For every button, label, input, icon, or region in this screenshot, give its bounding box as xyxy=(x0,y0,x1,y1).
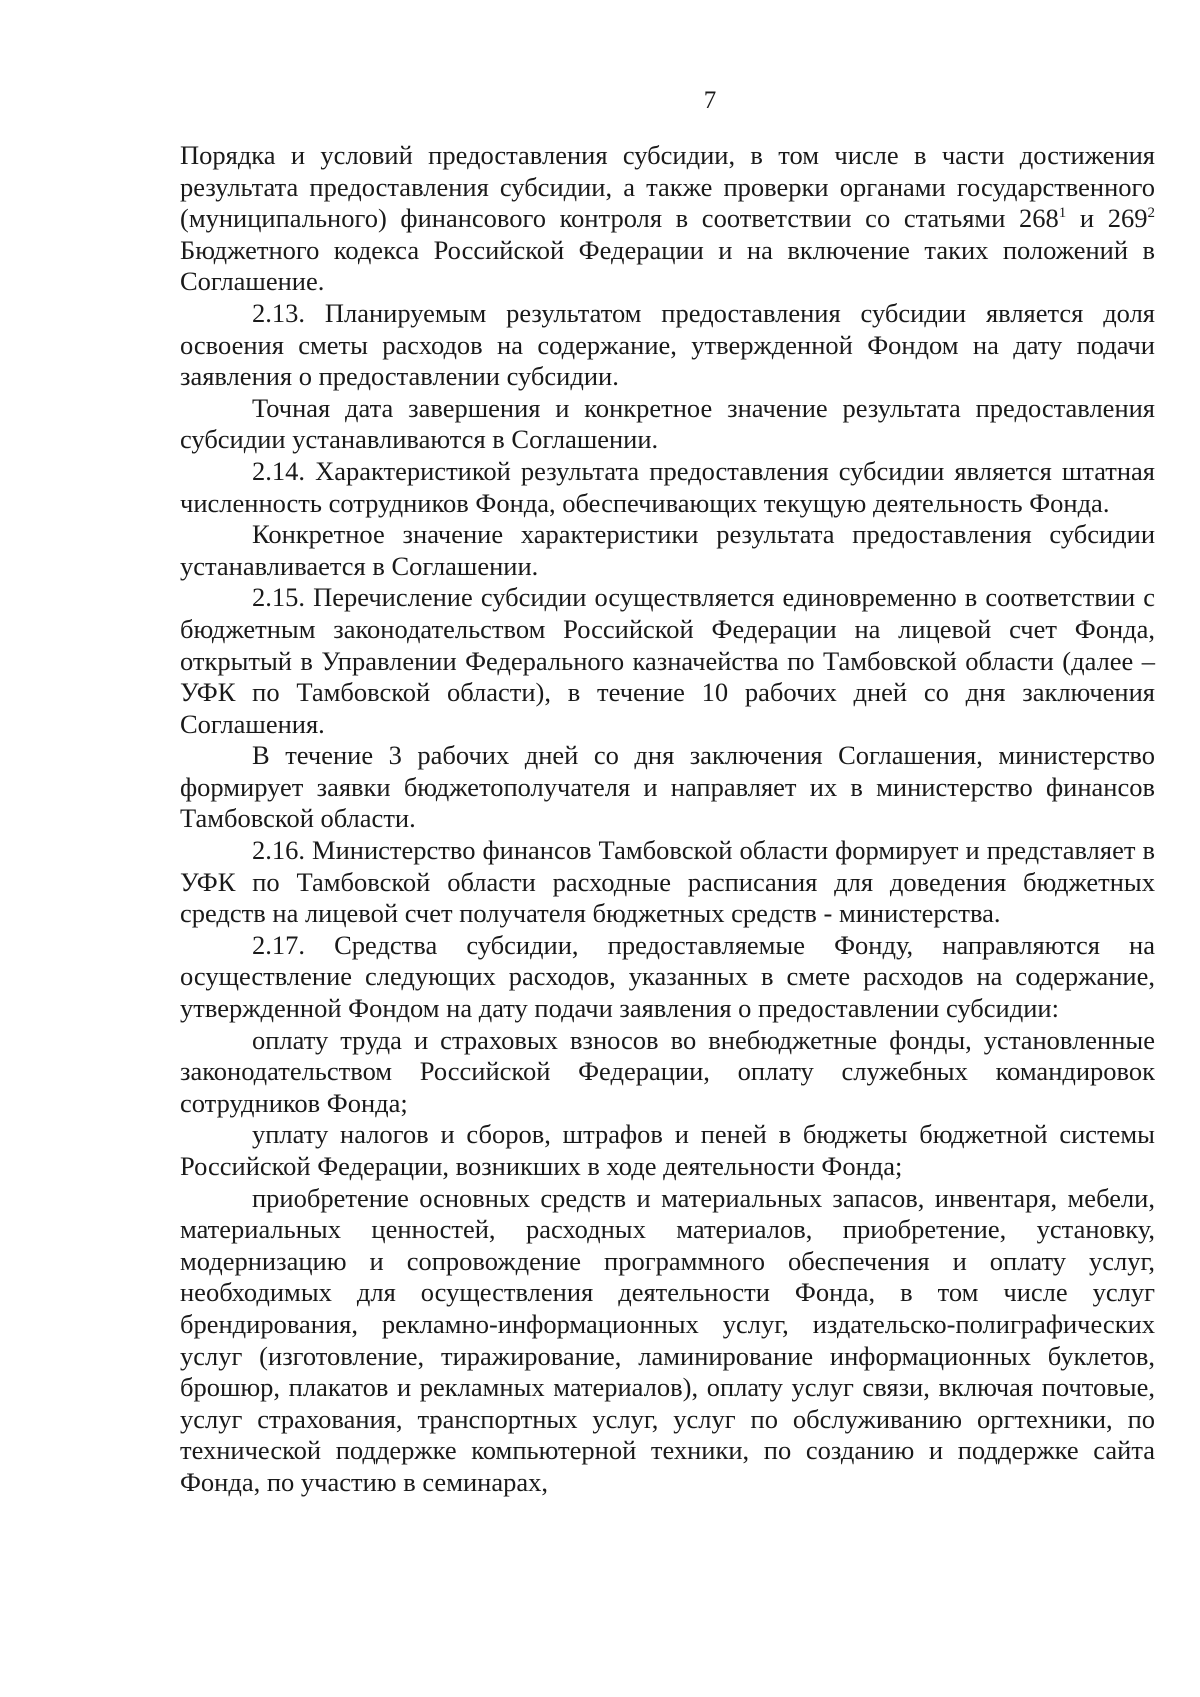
paragraph-continuation: Порядка и условий предоставления субсидии, в том числе в части достижения результата предоставления субсидии, а также проверки органами государственного (муниципального) финансового контроля в соответствии со статьями $268^1$ и $269^2$ Бюджетного кодекса Российской Федерации и на включение таких положений в Соглашение. xyxy=(180,140,1155,297)
list-item-expense: уплату налогов и сборов, штрафов и пеней в бюджеты бюджетной системы Российской Федерации, возникших в ходе деятельности Фонда; xyxy=(180,1119,1155,1181)
paragraph: Точная дата завершения и конкретное значение результата предоставления субсидии устанавливаются в Соглашении. xyxy=(180,392,1155,455)
paragraph-2-13: 2.13. Планируемым результатом предоставления субсидии является доля освоения сметы расходов на содержание, утвержденной Фондом на дату подачи заявления о предоставлении субсидии. xyxy=(180,297,1155,392)
footnote-superscript: 2 xyxy=(1147,205,1155,222)
footnote-superscript: 1 xyxy=(1058,205,1067,222)
document-body xyxy=(180,140,1155,1499)
page-number: 7 xyxy=(703,87,717,114)
paragraph-2-17: 2.17. Средства субсидии, предоставляемые Фонду, направляются на осуществление следующих расходов, указанных в смете расходов на содержание, утвержденной Фондом на дату подачи заявления о предоставлении субсидии: xyxy=(180,929,1155,1024)
list-item-expense: оплату труда и страховых взносов во внебюджетные фонды, установленные законодательством Российской Федерации, оплату служебных командировок сотрудников Фонда; xyxy=(180,1024,1155,1118)
paragraph: Конкретное значение характеристики результата предоставления субсидии устанавливается в Соглашении. xyxy=(180,519,1155,581)
paragraph: В течение 3 рабочих дней со дня заключения Соглашения, министерство формирует заявки бюджетополучателя и направляет их в министерство финансов Тамбовской области. xyxy=(180,740,1155,834)
paragraph-2-14: 2.14. Характеристикой результата предоставления субсидии является штатная численность сотрудников Фонда, обеспечивающих текущую деятельность Фонда. xyxy=(180,455,1155,518)
paragraph-2-16: 2.16. Министерство финансов Тамбовской области формирует и представляет в УФК по Тамбовской области расходные расписания для доведения бюджетных средств на лицевой счет получателя бюджетных средств - министерства. xyxy=(180,835,1155,929)
list-item-expense: приобретение основных средств и материальных запасов, инвентаря, мебели, материальных ценностей, расходных материалов, приобретение, установку, модернизацию и сопровождение программного обеспечения и оплату услуг, необходимых для осуществления деятельности Фонда, в том числе услуг брендирования, рекламно-информационных услуг, издательско-полиграфических услуг (изготовление, тиражирование, ламинирование информационных буклетов, брошюр, плакатов и рекламных материалов), оплату услуг связи, включая почтовые, услуг страхования, транспортных услуг, услуг по обслуживанию оргтехники, по технической поддержке компьютерной техники, по созданию и поддержке сайта Фонда, по участию в семинарах, xyxy=(180,1182,1155,1497)
paragraph-2-15: 2.15. Перечисление субсидии осуществляется единовременно в соответствии с бюджетным законодательством Российской Федерации на лицевой счет Фонда, открытый в Управлении Федерального казначейства по Тамбовской области (далее – УФК по Тамбовской области), в течение 10 рабочих дней со дня заключения Соглашения. xyxy=(180,582,1155,739)
